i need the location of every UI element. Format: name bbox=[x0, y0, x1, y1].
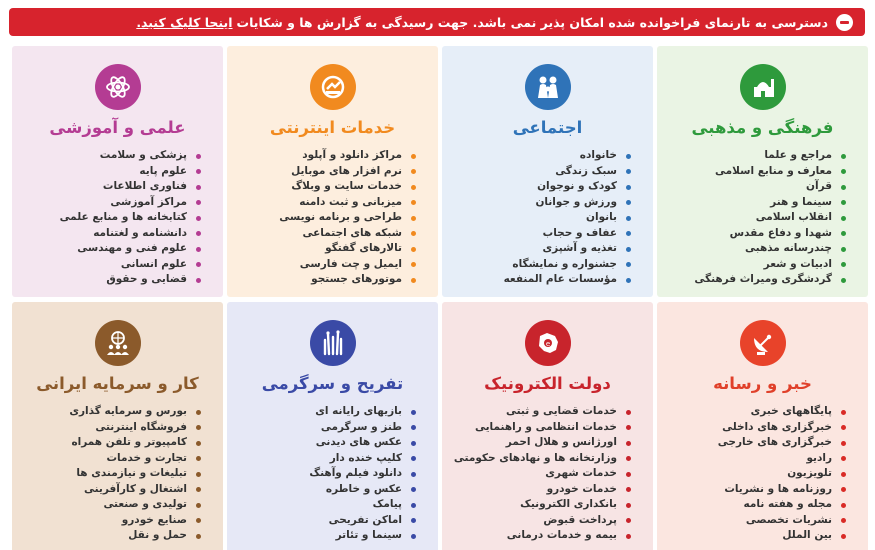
list-item[interactable]: نشریات تخصصی bbox=[663, 513, 846, 529]
report-link[interactable]: اینجا کلیک کنید. bbox=[136, 14, 233, 30]
list-item[interactable]: نرم افزار های موبایل bbox=[233, 164, 416, 180]
list-item[interactable]: پیامک bbox=[233, 497, 416, 513]
business-people-icon bbox=[95, 320, 141, 366]
list-item[interactable]: صنایع خودرو bbox=[18, 513, 201, 529]
list-item[interactable]: انقلاب اسلامی bbox=[663, 210, 846, 226]
list-item[interactable]: ادبیات و شعر bbox=[663, 257, 846, 273]
list-item[interactable]: روزنامه ها و نشریات bbox=[663, 482, 846, 498]
category-link-list bbox=[663, 148, 846, 288]
category-link-list bbox=[233, 148, 416, 288]
list-item[interactable]: علوم فنی و مهندسی bbox=[18, 241, 201, 257]
category-title[interactable]: دولت الکترونیک bbox=[484, 374, 611, 393]
list-item[interactable]: خدمات شهری bbox=[448, 466, 631, 482]
category-link-list bbox=[448, 148, 631, 288]
category-title[interactable]: علمی و آموزشی bbox=[49, 118, 186, 137]
list-item[interactable]: مؤسسات عام المنفعه bbox=[448, 272, 631, 288]
list-item[interactable]: بانکداری الکترونیک bbox=[448, 497, 631, 513]
list-item[interactable]: میزبانی و ثبت دامنه bbox=[233, 195, 416, 211]
category-link-list bbox=[448, 404, 631, 544]
satellite-dish-icon bbox=[740, 320, 786, 366]
list-item[interactable]: تغذیه و آشپزی bbox=[448, 241, 631, 257]
category-title[interactable]: کار و سرمایه ایرانی bbox=[36, 374, 199, 393]
hands-up-icon bbox=[310, 320, 356, 366]
list-item[interactable]: طراحی و برنامه نویسی bbox=[233, 210, 416, 226]
list-item[interactable]: سینما و هنر bbox=[663, 195, 846, 211]
category-title[interactable]: اجتماعی bbox=[512, 118, 583, 137]
list-item[interactable]: اماکن تفریحی bbox=[233, 513, 416, 529]
list-item[interactable]: کودک و نوجوان bbox=[448, 179, 631, 195]
list-item[interactable]: علوم پایه bbox=[18, 164, 201, 180]
list-item[interactable]: کلیپ خنده دار bbox=[233, 451, 416, 467]
list-item[interactable]: تلویزیون bbox=[663, 466, 846, 482]
list-item[interactable]: وزارتخانه ها و نهادهای حکومتی bbox=[448, 451, 631, 467]
category-link-list bbox=[663, 404, 846, 544]
mosque-icon bbox=[740, 64, 786, 110]
list-item[interactable]: طنز و سرگرمی bbox=[233, 420, 416, 436]
category-social[interactable] bbox=[442, 46, 653, 297]
list-item[interactable]: بورس و سرمایه گذاری bbox=[18, 404, 201, 420]
list-item[interactable]: شهدا و دفاع مقدس bbox=[663, 226, 846, 242]
atom-icon bbox=[95, 64, 141, 110]
list-item[interactable]: خانواده bbox=[448, 148, 631, 164]
category-title[interactable]: خدمات اینترنتی bbox=[269, 118, 396, 137]
category-link-list bbox=[233, 404, 416, 544]
list-item[interactable]: خدمات سایت و وبلاگ bbox=[233, 179, 416, 195]
list-item[interactable]: عکس های دیدنی bbox=[233, 435, 416, 451]
category-e-government[interactable] bbox=[442, 302, 653, 550]
banner-message: دسترسی به تارنمای فراخوانده شده امکان پذیر نمی باشد. جهت رسیدگی به گزارش ها و شکایات bbox=[236, 14, 828, 30]
list-item[interactable]: مجله و هفته نامه bbox=[663, 497, 846, 513]
list-item[interactable]: تجارت و خدمات bbox=[18, 451, 201, 467]
category-title[interactable]: فرهنگی و مذهبی bbox=[691, 118, 834, 137]
list-item[interactable]: پرداخت قبوض bbox=[448, 513, 631, 529]
list-item[interactable]: ایمیل و چت فارسی bbox=[233, 257, 416, 273]
list-item[interactable]: کامپیوتر و تلفن همراه bbox=[18, 435, 201, 451]
list-item[interactable]: مراکز دانلود و آپلود bbox=[233, 148, 416, 164]
list-item[interactable]: حمل و نقل bbox=[18, 528, 201, 544]
list-item[interactable]: دانلود فیلم وآهنگ bbox=[233, 466, 416, 482]
list-item[interactable]: بانوان bbox=[448, 210, 631, 226]
list-item[interactable]: اورژانس و هلال احمر bbox=[448, 435, 631, 451]
list-item[interactable]: قضایی و حقوق bbox=[18, 272, 201, 288]
list-item[interactable]: خدمات قضایی و ثبتی bbox=[448, 404, 631, 420]
list-item[interactable]: خدمات خودرو bbox=[448, 482, 631, 498]
list-item[interactable]: اشتغال و کارآفرینی bbox=[18, 482, 201, 498]
list-item[interactable]: تالارهای گفتگو bbox=[233, 241, 416, 257]
access-denied-banner bbox=[9, 8, 865, 36]
list-item[interactable]: معارف و منابع اسلامی bbox=[663, 164, 846, 180]
category-news-media[interactable] bbox=[657, 302, 868, 550]
list-item[interactable]: بازیهای رایانه ای bbox=[233, 404, 416, 420]
internet-services-icon bbox=[310, 64, 356, 110]
family-icon bbox=[525, 64, 571, 110]
list-item[interactable]: خبرگزاری های داخلی bbox=[663, 420, 846, 436]
list-item[interactable]: بیمه و خدمات درمانی bbox=[448, 528, 631, 544]
list-item[interactable]: تبلیغات و نیازمندی ها bbox=[18, 466, 201, 482]
category-link-list bbox=[18, 148, 201, 288]
list-item[interactable]: موتورهای جستجو bbox=[233, 272, 416, 288]
list-item[interactable]: سینما و تئاتر bbox=[233, 528, 416, 544]
list-item[interactable]: فناوری اطلاعات bbox=[18, 179, 201, 195]
list-item[interactable]: خدمات انتظامی و راهنمایی bbox=[448, 420, 631, 436]
list-item[interactable]: خبرگزاری های خارجی bbox=[663, 435, 846, 451]
list-item[interactable]: عفاف و حجاب bbox=[448, 226, 631, 242]
list-item[interactable]: علوم انسانی bbox=[18, 257, 201, 273]
list-item[interactable]: شبکه های اجتماعی bbox=[233, 226, 416, 242]
category-link-list bbox=[18, 404, 201, 544]
list-item[interactable]: چندرسانه مذهبی bbox=[663, 241, 846, 257]
list-item[interactable]: عکس و خاطره bbox=[233, 482, 416, 498]
list-item[interactable]: سبک زندگی bbox=[448, 164, 631, 180]
list-item[interactable]: دانشنامه و لغتنامه bbox=[18, 226, 201, 242]
list-item[interactable]: قرآن bbox=[663, 179, 846, 195]
category-title[interactable]: خبر و رسانه bbox=[713, 374, 812, 393]
list-item[interactable]: پزشکی و سلامت bbox=[18, 148, 201, 164]
list-item[interactable]: پایگاههای خبری bbox=[663, 404, 846, 420]
list-item[interactable]: مراکز آموزشی bbox=[18, 195, 201, 211]
category-entertainment[interactable] bbox=[227, 302, 438, 550]
category-internet-services[interactable] bbox=[227, 46, 438, 297]
list-item[interactable]: کتابخانه ها و منابع علمی bbox=[18, 210, 201, 226]
iran-map-icon bbox=[525, 320, 571, 366]
list-item[interactable]: بین الملل bbox=[663, 528, 846, 544]
category-title[interactable]: تفریح و سرگرمی bbox=[261, 374, 404, 393]
list-item[interactable]: فروشگاه اینترنتی bbox=[18, 420, 201, 436]
list-item[interactable]: جشنواره و نمایشگاه bbox=[448, 257, 631, 273]
minus-circle-icon[interactable] bbox=[836, 14, 853, 31]
list-item[interactable]: مراجع و علما bbox=[663, 148, 846, 164]
svg-text:e: e bbox=[545, 340, 550, 348]
category-business[interactable] bbox=[12, 302, 223, 550]
list-item[interactable]: تولیدی و صنعتی bbox=[18, 497, 201, 513]
category-science[interactable] bbox=[12, 46, 223, 297]
list-item[interactable]: رادیو bbox=[663, 451, 846, 467]
list-item[interactable]: گردشگری ومیراث فرهنگی bbox=[663, 272, 846, 288]
list-item[interactable]: ورزش و جوانان bbox=[448, 195, 631, 211]
category-cultural[interactable] bbox=[657, 46, 868, 297]
